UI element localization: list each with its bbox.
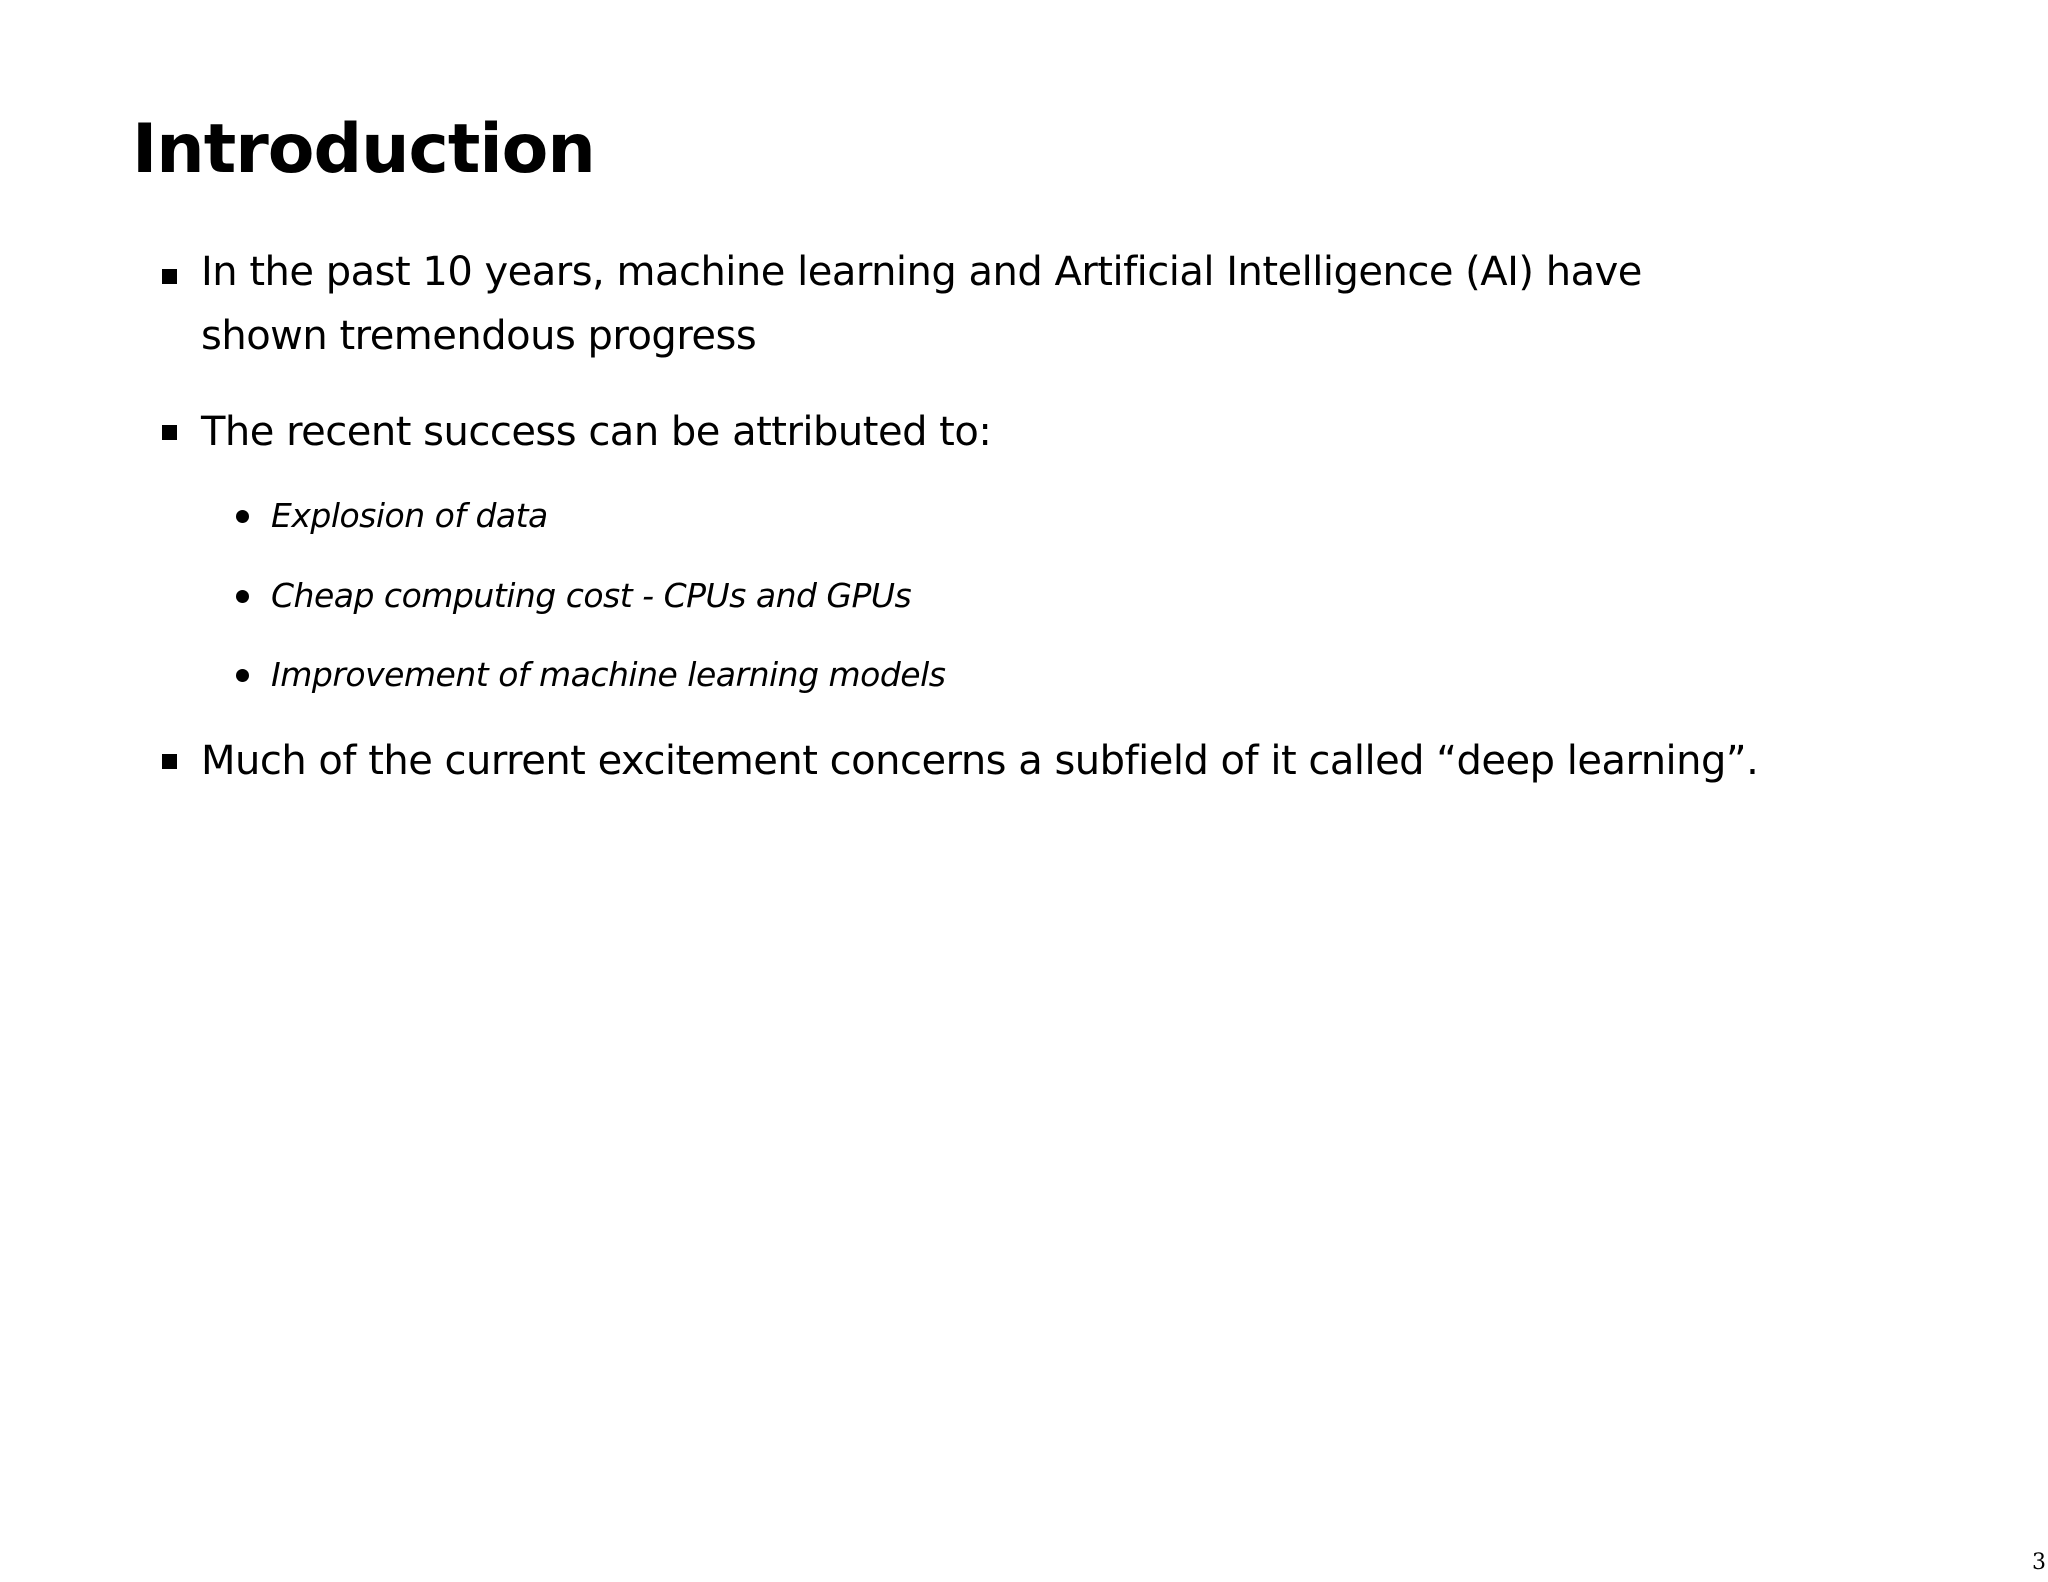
bullet-text: The recent success can be attributed to: bbox=[201, 409, 992, 455]
bullet-text: Much of the current excitement concerns a subfield of it called “deep learning”. bbox=[201, 738, 1759, 784]
sub-bullet-text: Improvement of machine learning models bbox=[271, 655, 946, 694]
slide-title: Introduction bbox=[132, 110, 595, 189]
square-bullet-icon bbox=[162, 754, 177, 769]
sub-bullet-text: Cheap computing cost - CPUs and GPUs bbox=[271, 576, 912, 615]
page-number: 3 bbox=[2032, 1550, 2046, 1575]
dot-bullet-icon bbox=[236, 669, 249, 682]
dot-bullet-icon bbox=[236, 510, 249, 523]
square-bullet-icon bbox=[162, 269, 177, 284]
dot-bullet-icon bbox=[236, 590, 249, 603]
sub-bullet-text: Explosion of data bbox=[271, 496, 548, 535]
square-bullet-icon bbox=[162, 425, 177, 440]
bullet-text: In the past 10 years, machine learning and Artificial Intelligence (AI) have shown tremendous progress bbox=[201, 249, 1642, 359]
